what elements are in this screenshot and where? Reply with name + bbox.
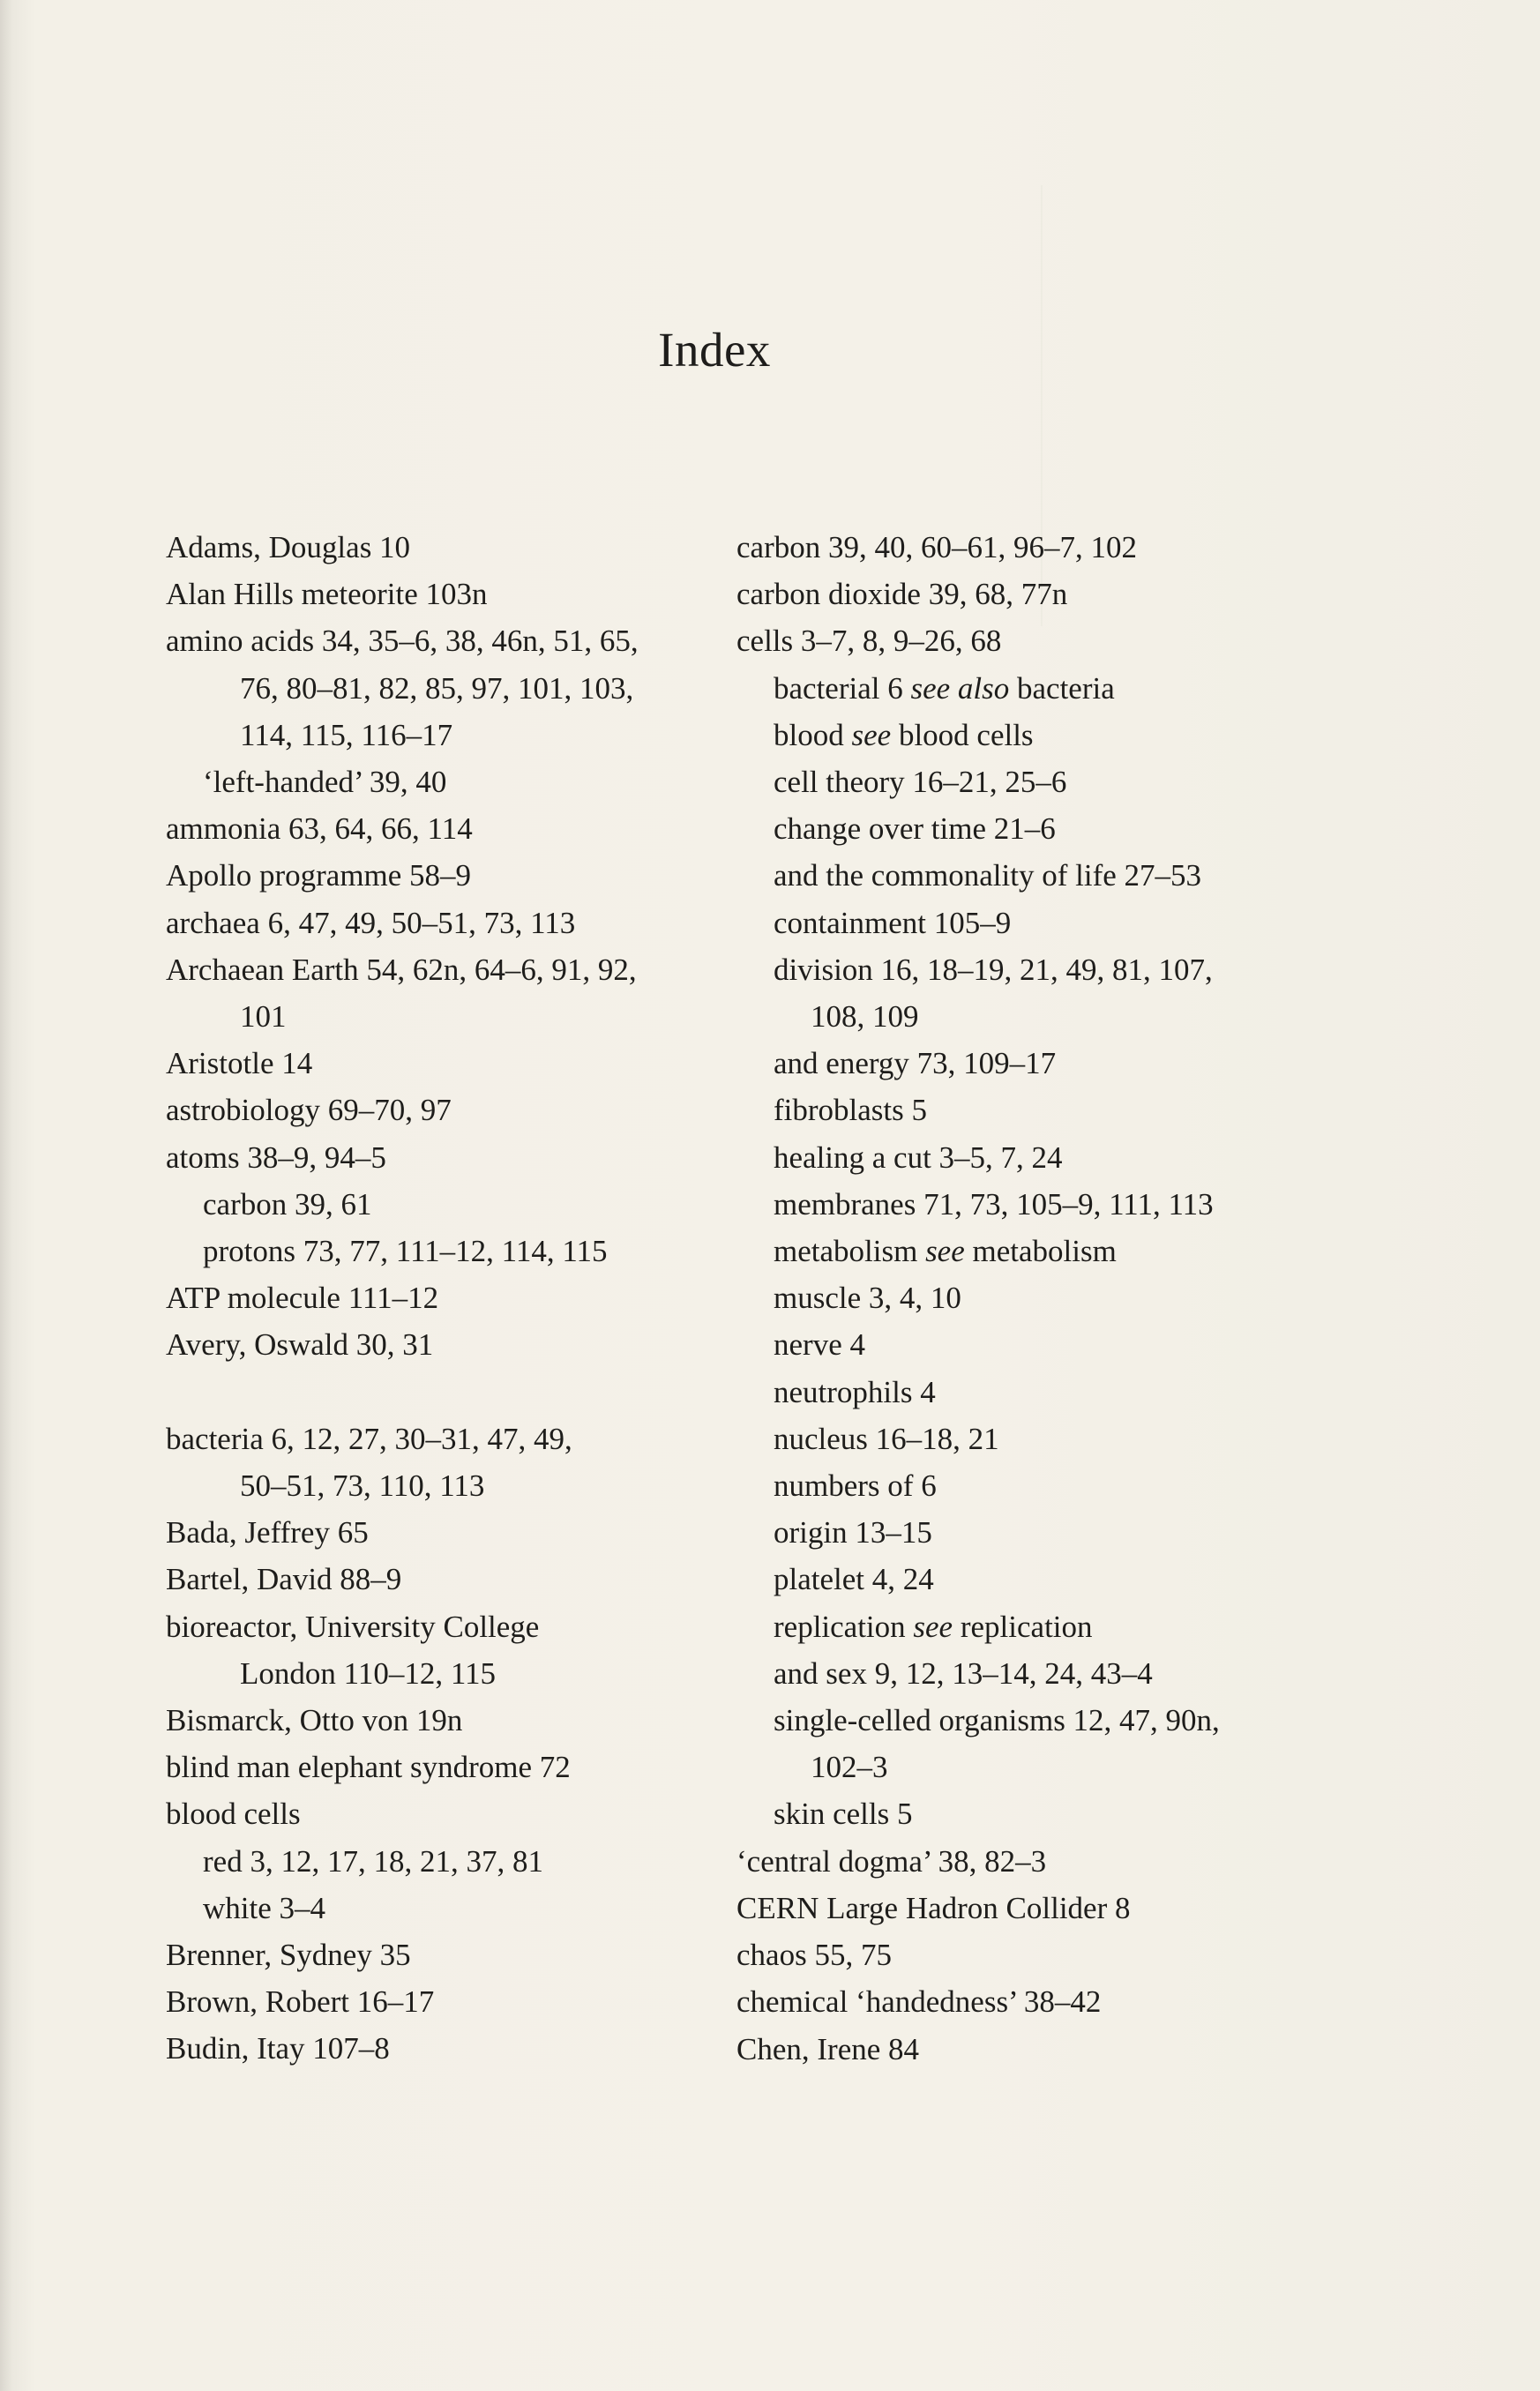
- cross-reference-term: see also: [910, 670, 1010, 706]
- index-subentry: [736, 1790, 1354, 1837]
- index-entry-continuation: London 110–12, 115: [240, 1655, 497, 1691]
- index-entry: [166, 571, 730, 617]
- index-entry: [166, 1978, 730, 2025]
- page-title: Index: [658, 322, 771, 377]
- index-entry-continuation: 101: [240, 999, 287, 1035]
- index-entry-text: replication see replication: [774, 1609, 1093, 1644]
- index-entry: [166, 1087, 730, 1133]
- index-entry-text: Adams, Douglas 10: [166, 530, 411, 564]
- index-entry-text: healing a cut 3–5, 7, 24: [774, 1139, 1063, 1175]
- index-entry-continuation: 50–51, 73, 110, 113: [240, 1468, 485, 1504]
- index-entry: [166, 1697, 730, 1744]
- index-subentry: [166, 1838, 730, 1885]
- index-subentry: [736, 1087, 1354, 1133]
- index-subentry: [166, 1181, 730, 1228]
- index-entry: [166, 946, 730, 1040]
- index-subentry: [166, 1228, 730, 1274]
- index-entry: [166, 900, 730, 946]
- index-entry-continuation: 108, 109: [811, 999, 919, 1035]
- index-subentry: [736, 1040, 1354, 1087]
- index-subentry: [736, 712, 1354, 758]
- index-entry-text: Brenner, Sydney 35: [166, 1938, 411, 1973]
- index-entry-text: atoms 38–9, 94–5: [166, 1139, 386, 1175]
- index-subentry: [736, 900, 1354, 946]
- index-entry: [166, 1274, 730, 1321]
- index-entry: [166, 1603, 730, 1697]
- index-entry: [736, 1931, 1354, 1978]
- index-subentry: [736, 946, 1354, 1040]
- index-entry-text: single-celled organisms 12, 47, 90n,: [774, 1703, 1220, 1738]
- index-entry-text: Budin, Itay 107–8: [166, 2031, 390, 2066]
- index-entry-text: carbon 39, 40, 60–61, 96–7, 102: [736, 530, 1137, 564]
- index-entry-text: astrobiology 69–70, 97: [166, 1093, 452, 1128]
- index-subentry: [736, 758, 1354, 805]
- index-entry-text: numbers of 6: [774, 1468, 937, 1504]
- index-subentry: [736, 1650, 1354, 1697]
- index-subentry: [736, 852, 1354, 899]
- index-entry-text: Alan Hills meteorite 103n: [166, 577, 488, 612]
- index-entry: [166, 524, 730, 571]
- index-entry-text: CERN Large Hadron Collider 8: [736, 1890, 1131, 1925]
- index-subentry: [736, 1416, 1354, 1462]
- index-entry-text: cell theory 16–21, 25–6: [774, 765, 1067, 800]
- index-entry-continuation: 76, 80–81, 82, 85, 97, 101, 103,: [240, 670, 634, 706]
- index-entry: [736, 571, 1354, 617]
- index-entry-text: bioreactor, University College: [166, 1609, 540, 1644]
- index-entry-text: Brown, Robert 16–17: [166, 1984, 435, 2020]
- index-subentry: [736, 665, 1354, 712]
- index-entry: [166, 1040, 730, 1087]
- index-entry-text: protons 73, 77, 111–12, 114, 115: [203, 1234, 608, 1269]
- index-entry-text: platelet 4, 24: [774, 1562, 934, 1597]
- index-entry: [736, 524, 1354, 571]
- index-entry-text: blind man elephant syndrome 72: [166, 1750, 571, 1785]
- index-subentry: [736, 1181, 1354, 1228]
- index-entry-text: white 3–4: [203, 1890, 326, 1925]
- index-subentry: [736, 1462, 1354, 1509]
- index-entry-text: bacterial 6 see also bacteria: [774, 670, 1115, 706]
- index-entry: [166, 1744, 730, 1790]
- index-entry-text: origin 13–15: [774, 1515, 932, 1550]
- index-subentry: [736, 805, 1354, 852]
- cross-reference-term: see: [851, 717, 892, 752]
- index-entry: [166, 1556, 730, 1603]
- index-entry-text: bacteria 6, 12, 27, 30–31, 47, 49,: [166, 1421, 572, 1456]
- index-entry-text: membranes 71, 73, 105–9, 111, 113: [774, 1186, 1214, 1222]
- index-entry-text: ‘left-handed’ 39, 40: [203, 765, 447, 800]
- index-entry: [736, 1978, 1354, 2025]
- index-entry-text: containment 105–9: [774, 905, 1012, 940]
- cross-reference-term: see: [925, 1234, 965, 1269]
- index-entry: [166, 1790, 730, 1837]
- index-entry: [166, 1134, 730, 1181]
- index-entry: [166, 805, 730, 852]
- index-entry-text: carbon 39, 61: [203, 1186, 372, 1222]
- index-column-left: [166, 524, 730, 2073]
- index-entry-text: change over time 21–6: [774, 811, 1056, 847]
- index-entry: [166, 617, 730, 758]
- index-entry: [736, 617, 1354, 664]
- index-subentry: [736, 1321, 1354, 1368]
- index-entry-text: chemical ‘handedness’ 38–42: [736, 1984, 1102, 2020]
- index-entry-continuation: 114, 115, 116–17: [240, 717, 453, 752]
- index-column-right: [736, 524, 1354, 2073]
- index-entry-text: skin cells 5: [774, 1797, 913, 1832]
- index-entry-text: muscle 3, 4, 10: [774, 1281, 961, 1316]
- index-entry-continuation: 102–3: [811, 1750, 888, 1785]
- index-entry-text: Bismarck, Otto von 19n: [166, 1703, 463, 1738]
- index-entry-text: ‘central dogma’ 38, 82–3: [736, 1843, 1047, 1879]
- index-entry: [166, 1321, 730, 1368]
- cross-reference-term: see: [913, 1609, 953, 1644]
- index-subentry: [736, 1274, 1354, 1321]
- index-entry-text: red 3, 12, 17, 18, 21, 37, 81: [203, 1843, 543, 1879]
- index-entry-text: metabolism see metabolism: [774, 1234, 1117, 1269]
- index-entry: [166, 1931, 730, 1978]
- index-subentry: [736, 1369, 1354, 1416]
- index-entry-text: ATP molecule 111–12: [166, 1281, 439, 1316]
- index-entry-text: Archaean Earth 54, 62n, 64–6, 91, 92,: [166, 952, 637, 987]
- index-entry-text: Chen, Irene 84: [736, 2031, 920, 2066]
- index-entry-text: Bartel, David 88–9: [166, 1562, 402, 1597]
- index-subentry: [736, 1603, 1354, 1650]
- index-entry-text: ammonia 63, 64, 66, 114: [166, 811, 473, 847]
- index-entry-text: cells 3–7, 8, 9–26, 68: [736, 624, 1002, 659]
- index-subentry: [736, 1228, 1354, 1274]
- index-subentry: [736, 1134, 1354, 1181]
- index-entry-text: blood see blood cells: [774, 717, 1034, 752]
- index-entry-text: and sex 9, 12, 13–14, 24, 43–4: [774, 1655, 1153, 1691]
- index-subentry: [736, 1556, 1354, 1603]
- index-entry: [166, 1416, 730, 1509]
- index-entry-text: Avery, Oswald 30, 31: [166, 1327, 434, 1363]
- index-entry: [736, 2026, 1354, 2073]
- index-entry-text: fibroblasts 5: [774, 1093, 928, 1128]
- index-entry-text: neutrophils 4: [774, 1374, 936, 1409]
- index-entry-text: archaea 6, 47, 49, 50–51, 73, 113: [166, 905, 576, 940]
- index-entry-text: carbon dioxide 39, 68, 77n: [736, 577, 1068, 612]
- index-entry-text: amino acids 34, 35–6, 38, 46n, 51, 65,: [166, 624, 639, 659]
- index-entry-text: and the commonality of life 27–53: [774, 858, 1202, 893]
- letter-section-gap: [166, 1369, 730, 1416]
- index-subentry: [166, 758, 730, 805]
- index-subentry: [166, 1885, 730, 1931]
- index-entry: [166, 1509, 730, 1556]
- index-entry-text: and energy 73, 109–17: [774, 1046, 1057, 1081]
- index-entry-text: division 16, 18–19, 21, 49, 81, 107,: [774, 952, 1213, 987]
- index-entry-text: Apollo programme 58–9: [166, 858, 472, 893]
- index-subentry: [736, 1509, 1354, 1556]
- index-entry-text: chaos 55, 75: [736, 1938, 892, 1973]
- index-entry-text: blood cells: [166, 1797, 301, 1832]
- index-entry: [736, 1885, 1354, 1931]
- index-entry: [736, 1838, 1354, 1885]
- index-subentry: [736, 1697, 1354, 1790]
- index-entry-text: Bada, Jeffrey 65: [166, 1515, 369, 1550]
- index-entry: [166, 2025, 730, 2072]
- index-entry-text: nerve 4: [774, 1327, 865, 1363]
- index-entry-text: Aristotle 14: [166, 1046, 313, 1081]
- index-entry-text: nucleus 16–18, 21: [774, 1421, 999, 1456]
- index-entry: [166, 852, 730, 899]
